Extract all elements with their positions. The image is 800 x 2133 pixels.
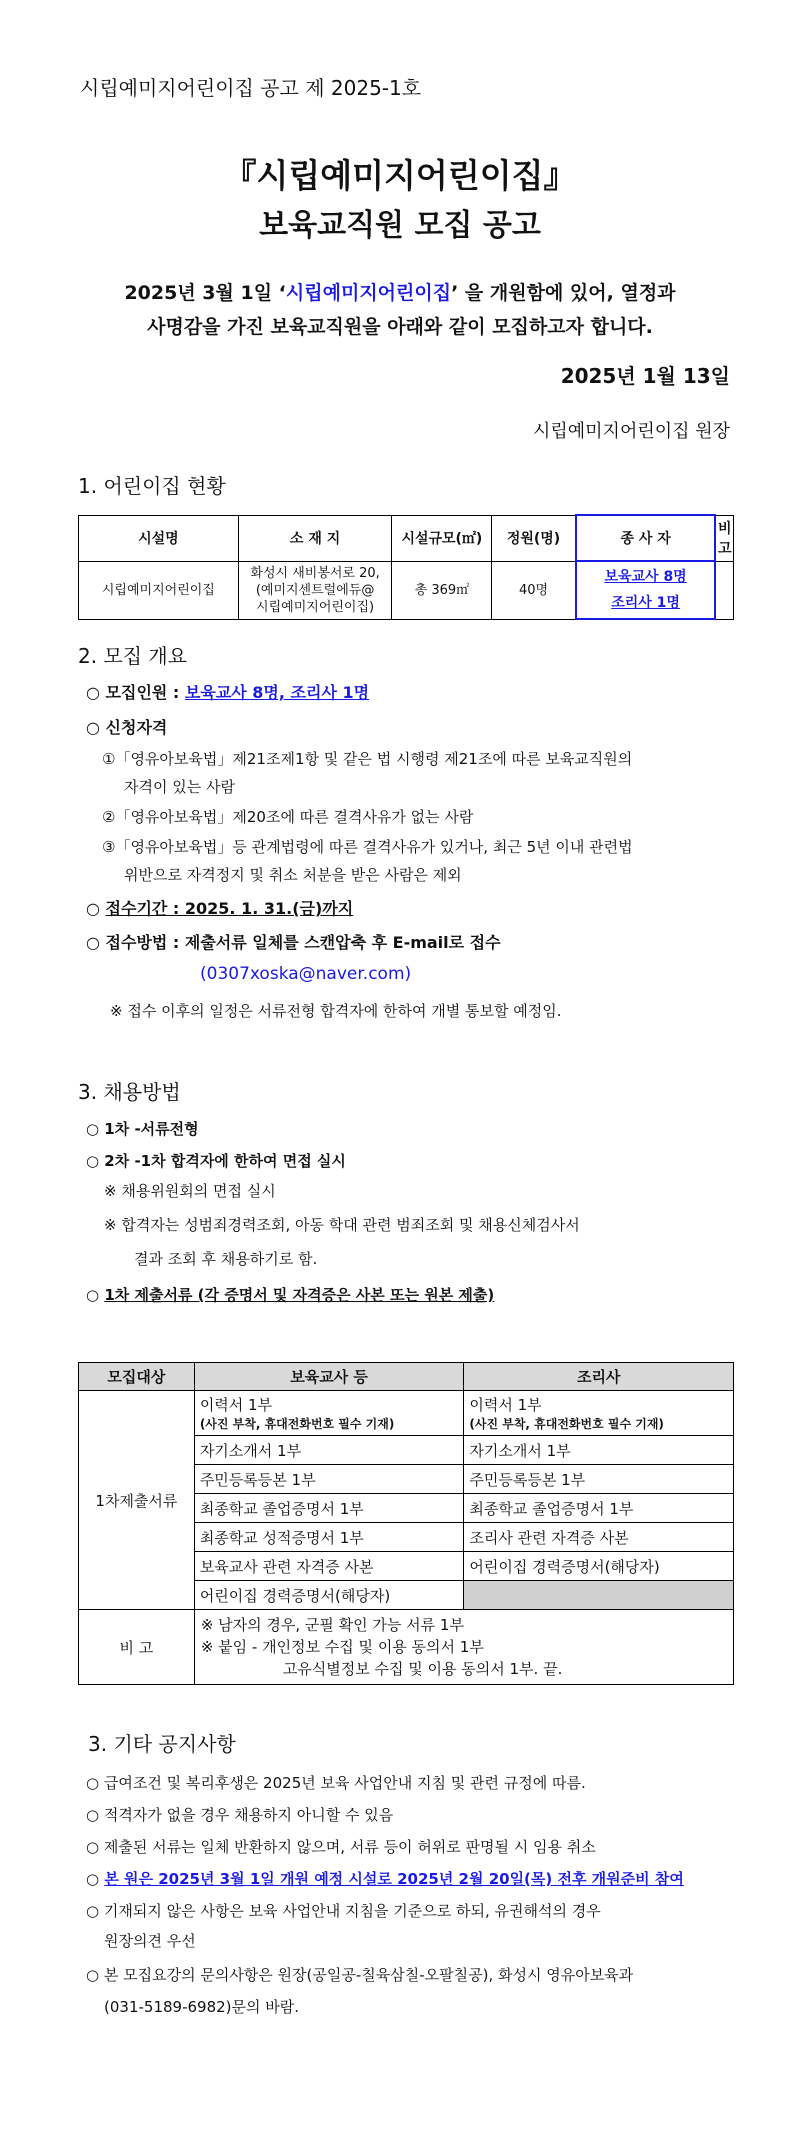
th-size: 시설규모(㎡) bbox=[392, 515, 492, 561]
director-signature: 시립예미지어린이집 원장 bbox=[533, 421, 730, 442]
qualification-2: ②「영유아보육법」제20조에 따른 결격사유가 없는 사람 bbox=[102, 808, 474, 826]
facility-table bbox=[78, 514, 734, 620]
step-note-1: ※ 채용위원회의 면접 실시 bbox=[104, 1182, 276, 1200]
teacher-doc: 자기소개서 1부 bbox=[194, 1436, 464, 1465]
teacher-resume: 이력서 1부 (사진 부착, 휴대전화번호 필수 기재) bbox=[194, 1391, 464, 1436]
step-1: ○ 1차 -서류전형 bbox=[86, 1120, 199, 1138]
teacher-doc: 어린이집 경력증명서(해당자) bbox=[194, 1581, 464, 1610]
teacher-doc: 보육교사 관련 자격증 사본 bbox=[194, 1552, 464, 1581]
section-3-heading: 3. 채용방법 bbox=[78, 1080, 181, 1104]
cook-doc: 조리사 관련 자격증 사본 bbox=[464, 1523, 734, 1552]
cook-doc: 최종학교 졸업증명서 1부 bbox=[464, 1494, 734, 1523]
notice-item-1: ○ 급여조건 및 복리후생은 2025년 보육 사업안내 지침 및 관련 규정에 따름. bbox=[86, 1774, 586, 1792]
facility-capacity: 40명 bbox=[492, 561, 576, 619]
th-staff: 종 사 자 bbox=[576, 515, 716, 561]
facility-table-header bbox=[79, 515, 734, 561]
empty-cell bbox=[464, 1581, 734, 1610]
facility-staff: 보육교사 8명 조리사 1명 bbox=[576, 561, 716, 619]
application-period: ○ 접수기간 : 2025. 1. 31.(금)까지 bbox=[86, 899, 354, 918]
th-address: 소 재 지 bbox=[238, 515, 392, 561]
qualification-1b: 자격이 있는 사람 bbox=[124, 778, 235, 796]
th-cook: 조리사 bbox=[464, 1363, 734, 1391]
th-remark: 비 고 bbox=[715, 515, 733, 561]
notice-item-5b: 원장의견 우선 bbox=[104, 1932, 196, 1950]
notice-number: 시립예미지어린이집 공고 제 2025-1호 bbox=[80, 76, 422, 100]
intro-line-1 bbox=[0, 278, 800, 305]
intro-pre: 2025년 3월 1일 ‘ bbox=[124, 282, 286, 304]
table-row bbox=[79, 1391, 734, 1436]
th-teacher: 보육교사 등 bbox=[194, 1363, 464, 1391]
cook-resume: 이력서 1부 (사진 부착, 휴대전화번호 필수 기재) bbox=[464, 1391, 734, 1436]
th-capacity: 정원(명) bbox=[492, 515, 576, 561]
row-label: 1차제출서류 bbox=[79, 1391, 195, 1610]
cook-doc: 자기소개서 1부 bbox=[464, 1436, 734, 1465]
qualification-3a: ③「영유아보육법」등 관계법령에 따른 결격사유가 있거나, 최근 5년 이내 관련법 bbox=[102, 838, 633, 856]
notice-item-5a: ○ 기재되지 않은 사항은 보육 사업안내 지침을 기준으로 하되, 유권해석의 경우 bbox=[86, 1902, 601, 1920]
qualification-1a: ①「영유아보육법」제21조제1항 및 같은 법 시행령 제21조에 따른 보육교직원의 bbox=[102, 750, 633, 768]
facility-name: 시립예미지어린이집 bbox=[79, 561, 239, 619]
notice-item-4: ○ 본 원은 2025년 3월 1일 개원 예정 시설로 2025년 2월 20일(목) 전후 개원준비 참여 bbox=[86, 1870, 684, 1888]
cook-doc: 어린이집 경력증명서(해당자) bbox=[464, 1552, 734, 1581]
teacher-doc: 최종학교 졸업증명서 1부 bbox=[194, 1494, 464, 1523]
teacher-doc: 주민등록등본 1부 bbox=[194, 1465, 464, 1494]
section-4-heading: 3. 기타 공지사항 bbox=[88, 1732, 236, 1756]
section-2-heading: 2. 모집 개요 bbox=[78, 644, 188, 668]
remark-content: ※ 남자의 경우, 군필 확인 가능 서류 1부 ※ 붙임 - 개인정보 수집 및 이용 동의서 1부 고유식별정보 수집 및 이용 동의서 1부. 끝. bbox=[194, 1610, 733, 1685]
facility-table-row bbox=[79, 561, 734, 619]
facility-size: 총 369㎡ bbox=[392, 561, 492, 619]
table-row bbox=[79, 1610, 734, 1685]
intro-line-2: 사명감을 가진 보육교직원을 아래와 같이 모집하고자 합니다. bbox=[147, 316, 653, 338]
step-note-2b: 결과 조회 후 채용하기로 함. bbox=[134, 1250, 318, 1268]
application-note: ※ 접수 이후의 일정은 서류전형 합격자에 한하여 개별 통보할 예정임. bbox=[110, 1002, 562, 1020]
notice-date: 2025년 1월 13일 bbox=[560, 364, 730, 388]
notice-item-3: ○ 제출된 서류는 일체 반환하지 않으며, 서류 등이 허위로 판명될 시 임용 취소 bbox=[86, 1838, 596, 1856]
title-line-2: 보육교직원 모집 공고 bbox=[259, 208, 541, 243]
th-target: 모집대상 bbox=[79, 1363, 195, 1391]
title-line-1: 『시립예미지어린이집』 bbox=[223, 156, 577, 195]
step-note-2a: ※ 합격자는 성범죄경력조회, 아동 학대 관련 범죄조회 및 채용신체검사서 bbox=[104, 1216, 580, 1234]
daycare-name: 시립예미지어린이집 bbox=[285, 282, 452, 304]
remark-label: 비 고 bbox=[79, 1610, 195, 1685]
cook-doc: 주민등록등본 1부 bbox=[464, 1465, 734, 1494]
notice-item-2: ○ 적격자가 없을 경우 채용하지 아니할 수 있음 bbox=[86, 1806, 394, 1824]
facility-address: 화성시 새비봉서로 20, (예미지센트럴에듀@ 시립예미지어린이집) bbox=[238, 561, 392, 619]
documents-table bbox=[78, 1362, 734, 1685]
documents-table-header bbox=[79, 1363, 734, 1391]
qualification-3b: 위반으로 자격정지 및 취소 처분을 받은 사람은 제외 bbox=[124, 866, 462, 884]
recruit-count: ○ 모집인원 : 보육교사 8명, 조리사 1명 bbox=[86, 683, 370, 702]
notice-item-6b: (031-5189-6982)문의 바람. bbox=[104, 1998, 300, 2016]
intro-post: ’ 을 개원함에 있어, 열정과 bbox=[451, 282, 676, 304]
section-1-heading: 1. 어린이집 현황 bbox=[78, 474, 226, 498]
teacher-doc: 최종학교 성적증명서 1부 bbox=[194, 1523, 464, 1552]
th-name: 시설명 bbox=[79, 515, 239, 561]
step-2: ○ 2차 -1차 합격자에 한하여 면접 실시 bbox=[86, 1152, 346, 1170]
qualification-label: ○ 신청자격 bbox=[86, 718, 168, 737]
docs-label: ○ 1차 제출서류 (각 증명서 및 자격증은 사본 또는 원본 제출) bbox=[86, 1286, 495, 1304]
notice-item-6a: ○ 본 모집요강의 문의사항은 원장(공일공-칠육삼칠-오팔칠공), 화성시 영유아보육과 bbox=[86, 1966, 634, 1984]
facility-remark bbox=[715, 561, 733, 619]
application-method: ○ 접수방법 : 제출서류 일체를 스캔압축 후 E-mail로 접수 bbox=[86, 933, 501, 952]
application-email: (0307xoska@naver.com) bbox=[200, 964, 412, 984]
